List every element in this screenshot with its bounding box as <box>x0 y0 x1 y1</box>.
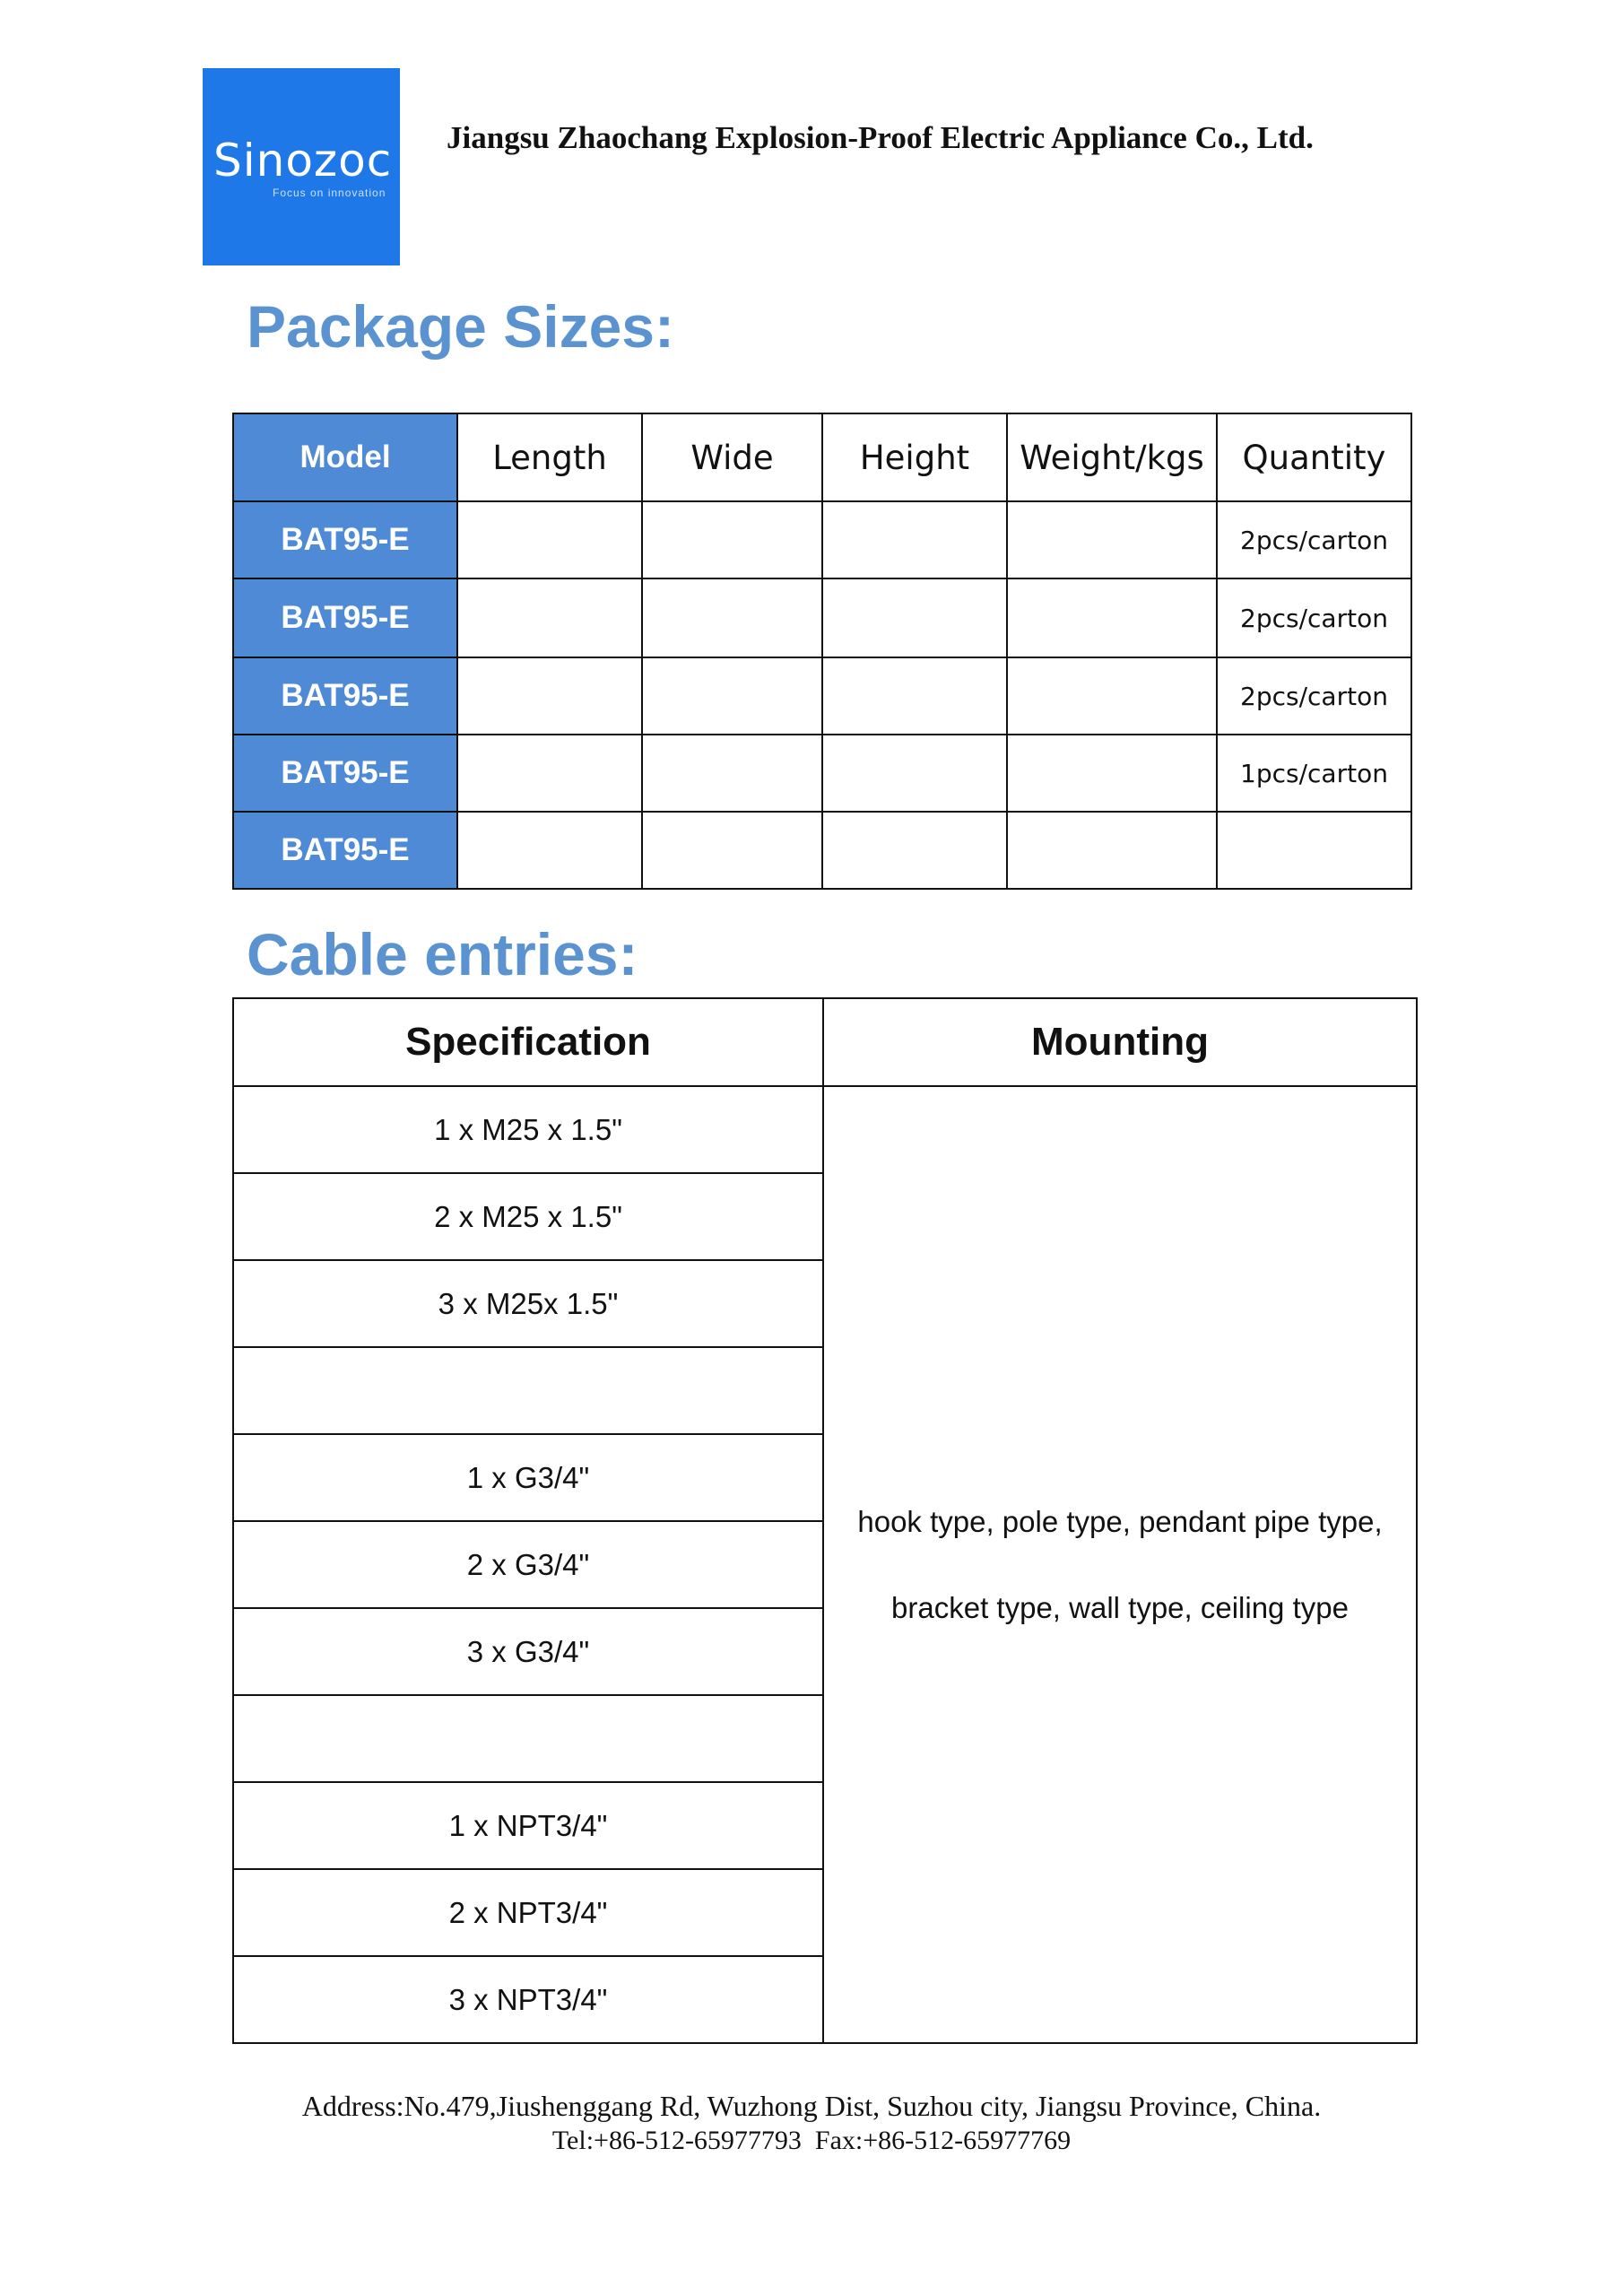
header-wide: Wide <box>642 413 822 501</box>
cell-length <box>457 735 642 812</box>
header-model: Model <box>233 413 457 501</box>
cell-wide <box>642 735 822 812</box>
cell-specification: 2 x G3/4" <box>233 1521 823 1608</box>
header-mounting: Mounting <box>823 998 1417 1086</box>
cell-specification <box>233 1347 823 1434</box>
package-sizes-table <box>232 413 1412 890</box>
cell-specification: 3 x NPT3/4" <box>233 1956 823 2043</box>
cell-quantity: 1pcs/carton <box>1217 735 1411 812</box>
cell-weight <box>1007 501 1217 578</box>
table-row <box>233 1086 1417 1173</box>
cell-quantity: 2pcs/carton <box>1217 501 1411 578</box>
cell-specification: 1 x M25 x 1.5" <box>233 1086 823 1173</box>
cell-height <box>822 735 1007 812</box>
logo-brand: Sinozoc <box>213 135 393 187</box>
cell-height <box>822 578 1007 657</box>
cell-wide <box>642 657 822 735</box>
cell-specification: 3 x M25x 1.5" <box>233 1260 823 1347</box>
cell-weight <box>1007 657 1217 735</box>
cell-model: BAT95-E <box>233 735 457 812</box>
cell-model: BAT95-E <box>233 578 457 657</box>
mounting-line-2: bracket type, wall type, ceiling type <box>891 1590 1349 1624</box>
cell-height <box>822 812 1007 889</box>
package-sizes-title: Package Sizes: <box>247 293 674 360</box>
cell-weight <box>1007 812 1217 889</box>
footer-address: Address:No.479,Jiushenggang Rd, Wuzhong Dist, Suzhou city, Jiangsu Province, China. <box>301 2090 1322 2122</box>
table-row <box>233 501 1411 578</box>
cell-model: BAT95-E <box>233 501 457 578</box>
cell-quantity: 2pcs/carton <box>1217 657 1411 735</box>
cell-mounting <box>823 1086 1417 2043</box>
cell-weight <box>1007 735 1217 812</box>
mounting-line-1: hook type, pole type, pendant pipe type, <box>857 1504 1383 1538</box>
cell-specification: 3 x G3/4" <box>233 1608 823 1695</box>
cell-weight <box>1007 578 1217 657</box>
table-row <box>233 812 1411 889</box>
cell-wide <box>642 578 822 657</box>
cable-entries-table <box>232 997 1418 2044</box>
cell-height <box>822 657 1007 735</box>
cell-specification: 1 x G3/4" <box>233 1434 823 1521</box>
cell-model: BAT95-E <box>233 657 457 735</box>
cell-model: BAT95-E <box>233 812 457 889</box>
cell-quantity: 2pcs/carton <box>1217 578 1411 657</box>
footer-contact: Tel:+86-512-65977793 Fax:+86-512-65977769 <box>551 2126 1072 2155</box>
cell-wide <box>642 501 822 578</box>
cell-length <box>457 812 642 889</box>
company-name: Jiangsu Zhaochang Explosion-Proof Electric Appliance Co., Ltd. <box>447 120 1314 155</box>
header-height: Height <box>822 413 1007 501</box>
cell-wide <box>642 812 822 889</box>
cable-entries-title: Cable entries: <box>247 921 638 987</box>
cell-height <box>822 501 1007 578</box>
cell-length <box>457 578 642 657</box>
table-header-row <box>233 998 1417 1086</box>
table-row <box>233 735 1411 812</box>
cell-specification: 2 x NPT3/4" <box>233 1869 823 1956</box>
logo-tagline: Focus on innovation <box>273 187 386 199</box>
header-quantity: Quantity <box>1217 413 1411 501</box>
cell-specification: 2 x M25 x 1.5" <box>233 1173 823 1260</box>
header-length: Length <box>457 413 642 501</box>
table-header-row <box>233 413 1411 501</box>
company-logo <box>203 68 400 265</box>
header-specification: Specification <box>233 998 823 1086</box>
cell-specification <box>233 1695 823 1782</box>
cell-length <box>457 657 642 735</box>
header-weight: Weight/kgs <box>1007 413 1217 501</box>
cell-specification: 1 x NPT3/4" <box>233 1782 823 1869</box>
cell-length <box>457 501 642 578</box>
table-row <box>233 657 1411 735</box>
table-row <box>233 578 1411 657</box>
cell-quantity <box>1217 812 1411 889</box>
